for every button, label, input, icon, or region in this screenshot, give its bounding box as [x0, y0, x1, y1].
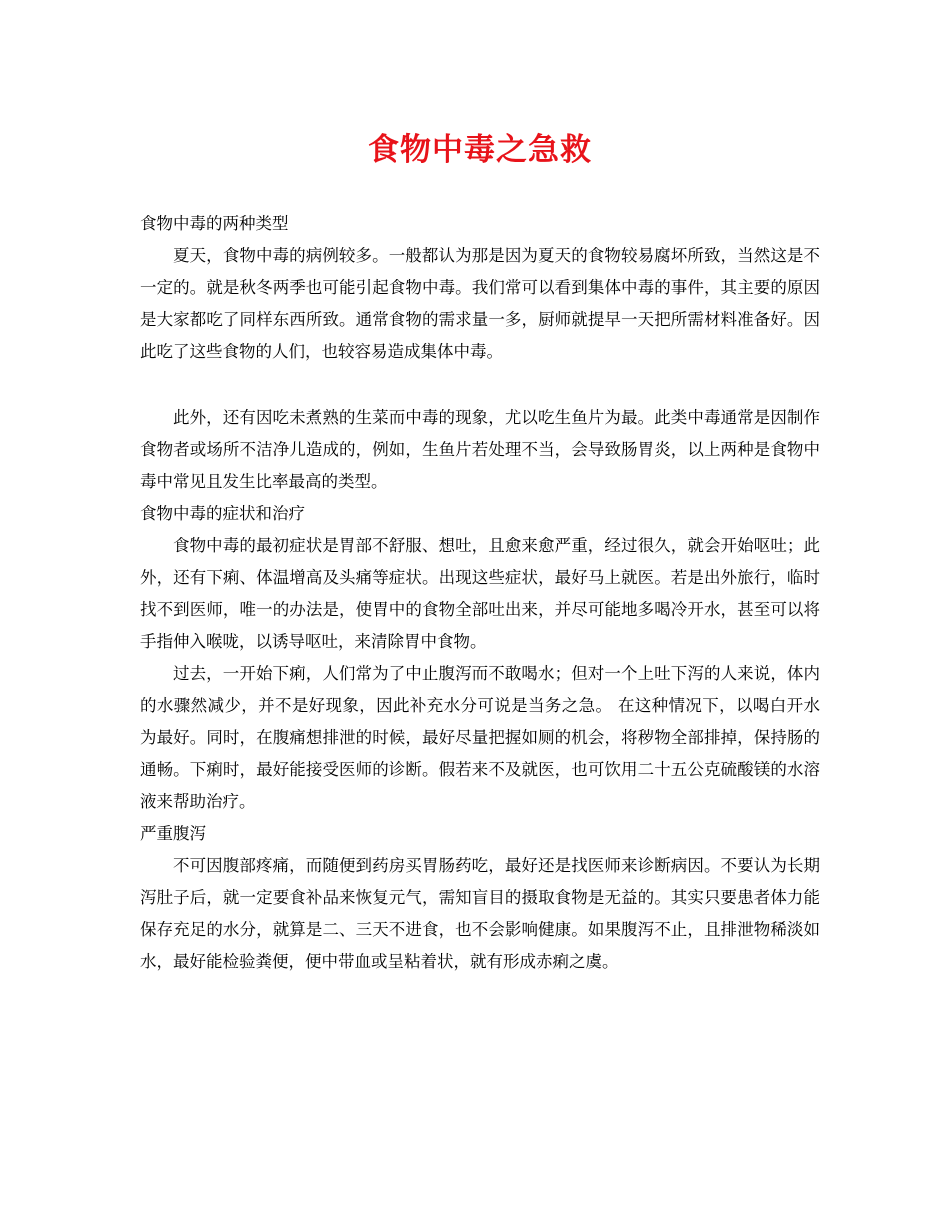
document-page: [140, 122, 820, 978]
section-heading: 严重腹泻: [140, 824, 206, 843]
paragraph: 食物中毒的最初症状是胃部不舒服、想吐，且愈来愈严重，经过很久，就会开始呕吐；此外，还有下痢、体温增高及头痛等症状。出现这些症状，最好马上就医。若是出外旅行，临时找不到医师，唯一的办法是，使胃中的食物全部吐出来，并尽可能地多喝冷开水，甚至可以将手指伸入喉咙，以诱导呕吐，来清除胃中食物。: [140, 536, 820, 651]
section-symptoms: [140, 498, 820, 818]
section-heading: 食物中毒的两种类型: [140, 214, 289, 233]
document-title: 食物中毒之急救: [368, 132, 592, 168]
paragraph: 不可因腹部疼痛，而随便到药房买胃肠药吃，最好还是找医师来诊断病因。不要认为长期泻肚子后，就一定要食补品来恢复元气，需知盲目的摄取食物是无益的。其实只要患者体力能保存充足的水分，就算是二、三天不进食，也不会影响健康。如果腹泻不止，且排泄物稀淡如水，最好能检验粪便，便中带血或呈粘着状，就有形成赤痢之虞。: [140, 856, 820, 971]
section-types: [140, 208, 820, 498]
paragraph: 夏天，食物中毒的病例较多。一般都认为那是因为夏天的食物较易腐坏所致，当然这是不一定的。就是秋冬两季也可能引起食物中毒。我们常可以看到集体中毒的事件，其主要的原因是大家都吃了同样东西所致。通常食物的需求量一多，厨师就提早一天把所需材料准备好。因此吃了这些食物的人们，也较容易造成集体中毒。: [140, 246, 820, 361]
section-heading: 食物中毒的症状和治疗: [140, 504, 305, 523]
paragraph: 此外，还有因吃未煮熟的生菜而中毒的现象，尤以吃生鱼片为最。此类中毒通常是因制作食物者或场所不洁净儿造成的，例如，生鱼片若处理不当，会导致肠胃炎，以上两种是食物中毒中常见且发生比率最高的类型。: [140, 408, 820, 491]
section-diarrhea: [140, 818, 820, 978]
paragraph: 过去，一开始下痢，人们常为了中止腹泻而不敢喝水；但对一个上吐下泻的人来说，体内的水骤然减少，并不是好现象，因此补充水分可说是当务之急。 在这种情况下，以喝白开水为最好。同时，在腹痛想排泄的时候，最好尽量把握如厕的机会，将秽物全部排掉，保持肠的通畅。下痢时，最好能接受医师的诊断。假若来不及就医，也可饮用二十五公克硫酸镁的水溶液来帮助治疗。: [140, 664, 820, 811]
